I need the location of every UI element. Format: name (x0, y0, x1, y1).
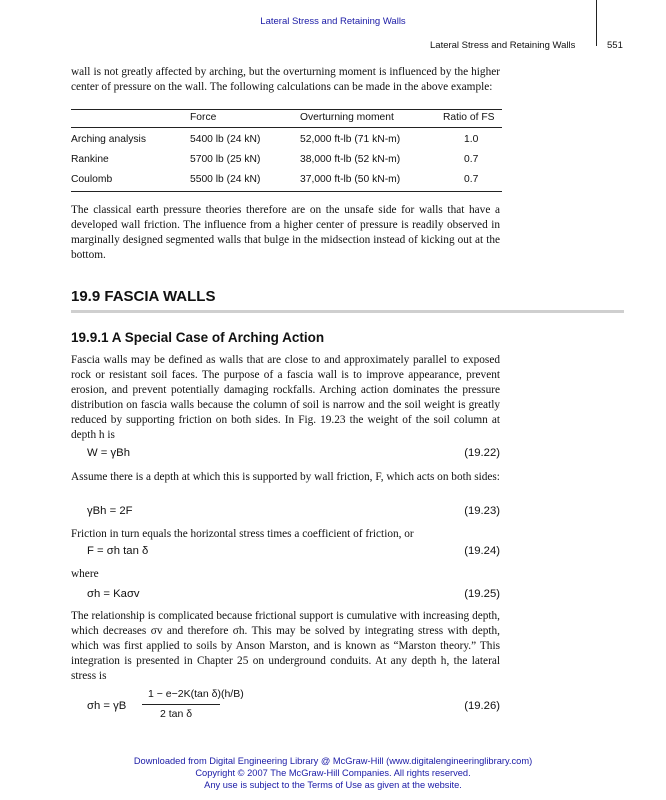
table-cell-ratio: 0.7 (464, 174, 479, 185)
equation-number: (19.23) (464, 505, 500, 517)
equation-lhs: σh = γB (87, 700, 127, 712)
equation-19-22: W = γBh (87, 447, 131, 459)
equation-number: (19.24) (464, 545, 500, 557)
paragraph-marston-theory: The relationship is complicated because frictional support is cumulative with increasing depth, which decreases σv and therefore σh. This may be solved by integrating stress with depth, which was first applied to soils by Anson Marston, and is known as “Marston theory.” This integration is presented in Chapter 25 on underground conduits. At any depth h, the lateral stress is (71, 610, 500, 682)
paragraph-classical-theories: The classical earth pressure theories therefore are on the unsafe side for walls that have a developed wall friction. The influence from a higher center of pressure is readily observed in marginally designed segmented walls that bulge in the midsection instead of kicking out at the bottom. (71, 204, 500, 261)
equation-19-23: γBh = 2F (87, 505, 133, 517)
paragraph-wall-friction: Assume there is a depth at which this is supported by wall friction, F, which acts on both sides: (71, 471, 500, 483)
intro-paragraph: wall is not greatly affected by arching, but the overturning moment is influenced by the higher center of pressure on the wall. The following calculations can be made in the above example: (71, 66, 500, 93)
table-header-force: Force (190, 112, 217, 123)
table-cell-moment: 37,000 ft-lb (50 kN-m) (300, 174, 401, 185)
table-cell-moment: 38,000 ft-lb (52 kN-m) (300, 154, 401, 165)
equation-number: (19.25) (464, 588, 500, 600)
table-header-rule (71, 127, 502, 128)
table-header-ratio: Ratio of FS (443, 112, 495, 123)
table-cell-method: Rankine (71, 154, 109, 165)
subsection-heading: 19.9.1 A Special Case of Arching Action (71, 330, 325, 345)
chapter-link[interactable]: Lateral Stress and Retaining Walls (260, 16, 406, 27)
paragraph-fascia-walls: Fascia walls may be defined as walls that are close to and approximately parallel to exposed rock or resistant soil faces. The purpose of a fascia wall is to improve appearance, prevent erosion, and prevent potentially damaging rockfalls. Arching action dominates the pressure distribution on fascia walls because the column of soil is narrow and the soil weight is greatly reduced by supporting friction on both sides. In Fig. 19.23 the weight of the soil column at depth h is (71, 354, 500, 441)
equation-19-24: F = σh tan δ (87, 545, 149, 557)
section-heading: 19.9 FASCIA WALLS (71, 288, 216, 305)
fraction-denominator: 2 tan δ (160, 708, 193, 720)
fraction-bar (142, 704, 220, 705)
table-cell-ratio: 0.7 (464, 154, 479, 165)
section-heading-rule (71, 310, 624, 313)
running-header: Lateral Stress and Retaining Walls (430, 40, 576, 51)
fraction-numerator: 1 − e−2K(tan δ)(h/B) (148, 688, 244, 700)
equation-19-25: σh = Kaσv (87, 588, 140, 600)
table-bottom-rule (71, 191, 502, 192)
table-header-moment: Overturning moment (300, 112, 394, 123)
table-top-rule (71, 109, 502, 110)
table-cell-force: 5700 lb (25 kN) (190, 154, 261, 165)
equation-number: (19.22) (464, 447, 500, 459)
table-cell-force: 5500 lb (24 kN) (190, 174, 261, 185)
table-cell-method: Arching analysis (71, 134, 146, 145)
page-number: 551 (607, 40, 623, 51)
footer-copyright[interactable]: Copyright © 2007 The McGraw-Hill Companies. All rights reserved. (195, 768, 471, 778)
table-cell-method: Coulomb (71, 174, 113, 185)
header-vertical-rule (596, 0, 597, 46)
footer-download-link[interactable]: Downloaded from Digital Engineering Library @ McGraw-Hill (www.digitalengineeringlibrary.com) (133, 756, 533, 766)
table-cell-moment: 52,000 ft-lb (71 kN-m) (300, 134, 401, 145)
footer-terms[interactable]: Any use is subject to the Terms of Use as given at the website. (204, 780, 462, 790)
paragraph-friction: Friction in turn equals the horizontal stress times a coefficient of friction, or (71, 528, 414, 540)
where-label: where (71, 568, 99, 580)
table-cell-ratio: 1.0 (464, 134, 479, 145)
equation-number: (19.26) (464, 700, 500, 712)
table-cell-force: 5400 lb (24 kN) (190, 134, 261, 145)
